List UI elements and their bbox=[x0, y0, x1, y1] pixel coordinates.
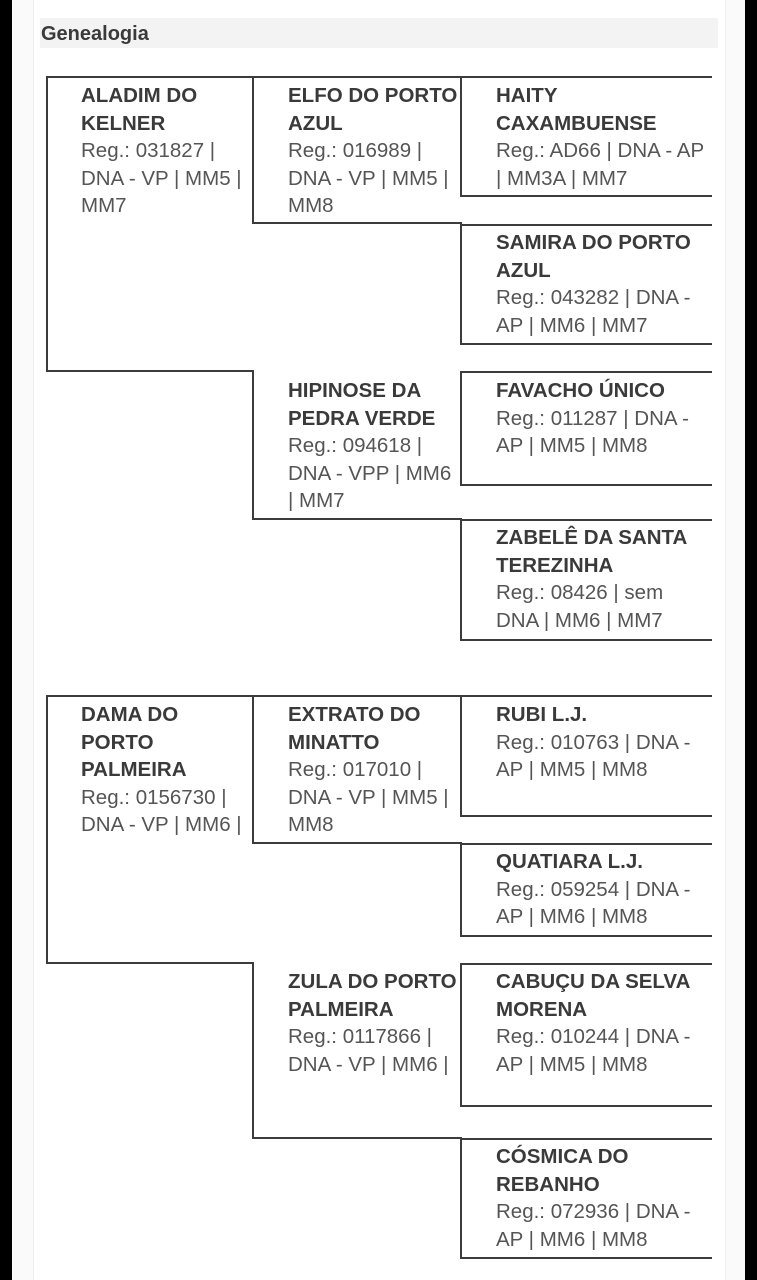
pedigree-entry-great-grandparent[interactable] bbox=[496, 524, 710, 634]
pedigree-entry-great-grandparent[interactable] bbox=[496, 377, 710, 460]
animal-name: ELFO DO PORTO AZUL bbox=[288, 84, 458, 135]
animal-registration: Reg.: 011287 | DNA - AP | MM5 | MM8 bbox=[496, 406, 689, 457]
animal-name: RUBI L.J. bbox=[496, 703, 588, 726]
animal-registration: Reg.: 043282 | DNA - AP | MM6 | MM7 bbox=[496, 286, 691, 337]
animal-name: SAMIRA DO PORTO AZUL bbox=[496, 231, 691, 282]
animal-name: HIPINOSE DA PEDRA VERDE bbox=[288, 379, 436, 430]
animal-name: EXTRATO DO MINATTO bbox=[288, 703, 421, 754]
animal-name: ZABELÊ DA SANTA TEREZINHA bbox=[496, 526, 687, 577]
pedigree-entry-grandparent[interactable] bbox=[288, 82, 460, 220]
animal-registration: Reg.: 017010 | DNA - VP | MM5 | MM8 bbox=[288, 758, 449, 836]
animal-registration: Reg.: 010244 | DNA - AP | MM5 | MM8 bbox=[496, 1025, 691, 1076]
animal-name: DAMA DO PORTO PALMEIRA bbox=[81, 703, 187, 781]
animal-registration: Reg.: 0156730 | DNA - VP | MM6 | bbox=[81, 785, 242, 836]
animal-name: CABUÇU DA SELVA MORENA bbox=[496, 970, 690, 1021]
animal-registration: Reg.: 0117866 | DNA - VP | MM6 | bbox=[288, 1025, 449, 1076]
right-gutter bbox=[725, 0, 745, 1280]
pedigree-entry-parent[interactable] bbox=[81, 701, 251, 839]
animal-name: ZULA DO PORTO PALMEIRA bbox=[288, 970, 457, 1021]
animal-registration: Reg.: 059254 | DNA - AP | MM6 | MM8 bbox=[496, 877, 691, 928]
left-gutter bbox=[12, 0, 34, 1280]
animal-registration: Reg.: 072936 | DNA - AP | MM6 | MM8 bbox=[496, 1200, 691, 1251]
animal-registration: Reg.: AD66 | DNA - AP | MM3A | MM7 bbox=[496, 139, 704, 190]
pedigree-entry-grandparent[interactable] bbox=[288, 968, 460, 1078]
animal-registration: Reg.: 031827 | DNA - VP | MM5 | MM7 bbox=[81, 139, 242, 217]
pedigree-entry-great-grandparent[interactable] bbox=[496, 229, 710, 339]
animal-registration: Reg.: 094618 | DNA - VPP | MM6 | MM7 bbox=[288, 434, 452, 512]
page bbox=[12, 0, 745, 1280]
animal-name: FAVACHO ÚNICO bbox=[496, 379, 665, 402]
pedigree-entry-grandparent[interactable] bbox=[288, 701, 460, 839]
pedigree-entry-grandparent[interactable] bbox=[288, 377, 453, 515]
pedigree-entry-great-grandparent[interactable] bbox=[496, 968, 710, 1078]
animal-name: CÓSMICA DO REBANHO bbox=[496, 1145, 629, 1196]
animal-registration: Reg.: 010763 | DNA - AP | MM5 | MM8 bbox=[496, 730, 691, 781]
pedigree-entry-parent[interactable] bbox=[81, 82, 251, 220]
pedigree-entry-great-grandparent[interactable] bbox=[496, 82, 710, 192]
animal-name: HAITY CAXAMBUENSE bbox=[496, 84, 657, 135]
animal-registration: Reg.: 016989 | DNA - VP | MM5 | MM8 bbox=[288, 139, 449, 217]
pedigree-entry-great-grandparent[interactable] bbox=[496, 1143, 710, 1253]
animal-name: ALADIM DO KELNER bbox=[81, 84, 198, 135]
section-title: Genealogia bbox=[40, 18, 718, 48]
animal-name: QUATIARA L.J. bbox=[496, 850, 643, 873]
pedigree-entry-great-grandparent[interactable] bbox=[496, 701, 710, 784]
pedigree-entry-great-grandparent[interactable] bbox=[496, 848, 710, 931]
animal-registration: Reg.: 08426 | sem DNA | MM6 | MM7 bbox=[496, 581, 664, 632]
